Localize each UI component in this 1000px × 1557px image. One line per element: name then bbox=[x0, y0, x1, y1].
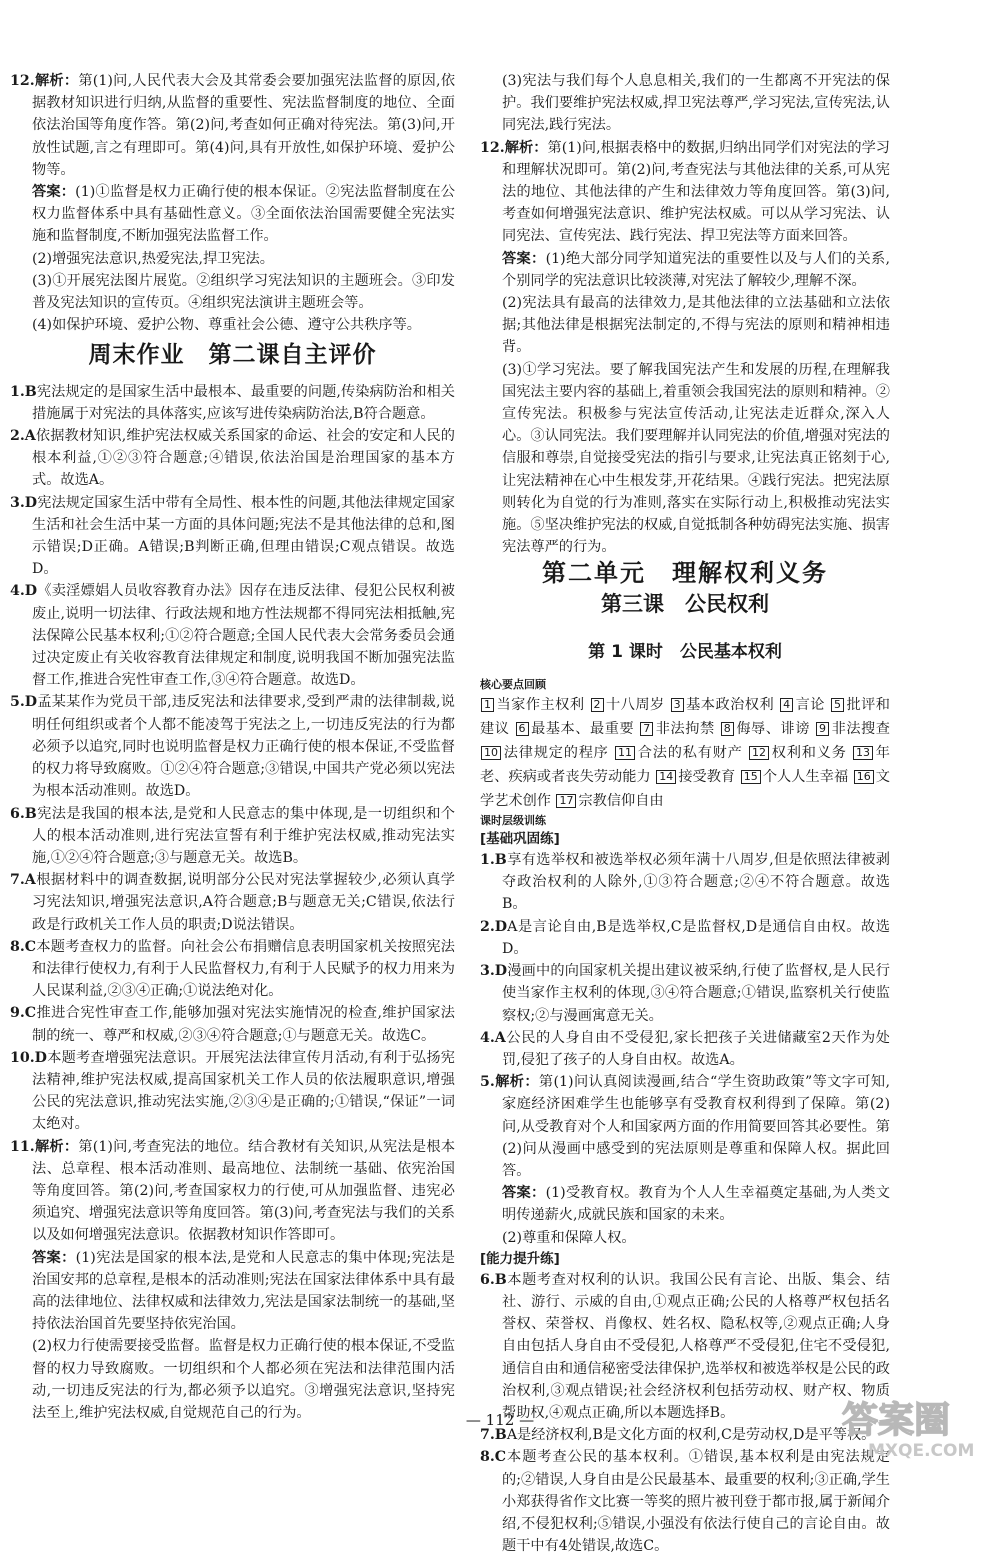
key-point-text: 十八周岁 bbox=[605, 697, 665, 714]
watermark-text: 答案圈 bbox=[842, 1400, 951, 1441]
answer-item-text: 本题考查增强宪法意识。开展宪法法律宣传月活动,有利于弘扬宪法精神,维护宪法权威,提高国家机关工作人员的依法履职意识,增强公民的宪法意识,推动宪法实施,②③④是正确的;①错误,“保证”一词太绝对。 bbox=[32, 1049, 455, 1133]
answer-item-text: (1)宪法是国家的根本法,是党和人民意志的集中体现;宪法是治国安邦的总章程,是根本的活动准则;宪法在国家法律体系中具有最高的法律地位、法律权威和法律效力,宪法是国家法制统一的基础,坚持依法治国首先要坚持依宪治国。 bbox=[32, 1249, 455, 1333]
answer-paragraph bbox=[480, 359, 890, 559]
key-point-number: 11 bbox=[615, 746, 635, 760]
key-point-number: 6 bbox=[516, 722, 529, 736]
key-point-number: 15 bbox=[741, 770, 761, 784]
answer-item bbox=[10, 580, 455, 691]
key-point-number: 10 bbox=[481, 746, 501, 760]
key-point bbox=[655, 769, 735, 785]
answer-item-label: 7.B bbox=[480, 1427, 507, 1444]
answer-item-text: (2)尊重和保障人权。 bbox=[502, 1229, 636, 1246]
key-point bbox=[639, 721, 714, 737]
answer-item-text: 根据材料中的调查数据,说明部分公民对宪法掌握较少,必须认真学习宪法知识,增强宪法意识,A符合题意;B与题意无关;C错误,依法行政是行政机关工作人员的职责;D说法错误。 bbox=[32, 872, 455, 933]
answer-item-text: (1)受教育权。教育为个人人生幸福奠定基础,为人类文明传递薪火,成就民族和国家的未来。 bbox=[502, 1185, 890, 1224]
answer-item bbox=[480, 1027, 890, 1071]
answer-item-text: 宪法规定的是国家生活中最根本、最重要的问题,传染病防治和相关措施属于对宪法的具体落实,应该写进传染病防治法,B符合题意。 bbox=[32, 383, 455, 422]
answer-item-text: 宪法是我国的根本法,是党和人民意志的集中体现,是一切组织和个人的根本活动准则,进行宪法宣誓有利于维护宪法权威,推动宪法实施,①②④符合题意;③与题意无关。故选B。 bbox=[32, 805, 455, 866]
key-point bbox=[748, 745, 847, 761]
answer-paragraph-text: (3)宪法与我们每个人息息相关,我们的一生都离不开宪法的保护。我们要维护宪法权威,捍卫宪法尊严,学习宪法,宣传宪法,认同宪法,践行宪法。 bbox=[502, 73, 890, 134]
answer-paragraph-text: (1)绝大部分同学知道宪法的重要性以及与人们的关系,个别同学的宪法意识比较淡薄,对宪法了解较少,理解不深。 bbox=[502, 250, 890, 289]
key-point bbox=[815, 721, 890, 737]
right-column bbox=[480, 70, 890, 1557]
core-points-label: 核心要点回顾 bbox=[480, 678, 546, 692]
answer-item bbox=[10, 936, 455, 1003]
answer-item-label: 6.B bbox=[10, 805, 37, 822]
answer-item-text: 本题考查公民的基本权利。①错误,基本权利是由宪法规定的;②错误,人身自由是公民最基本、最重要的权利;③正确,学生小郑获得省作文比赛一等奖的照片被刊登于都市报,属于新闻介绍,不侵犯权利;⑤错误,小强没有依法行使自己的言论自由。故题干中有4处错误,故选C。 bbox=[502, 1449, 890, 1555]
answer-paragraph-label: 答案： bbox=[32, 184, 76, 201]
key-point-text: 文学艺术创作 bbox=[480, 769, 890, 810]
key-point-text: 法律规定的程序 bbox=[503, 745, 609, 762]
answer-item-text: 公民的人身自由不受侵犯,家长把孩子关进储藏室2天作为处罚,侵犯了孩子的人身自由权。故选A。 bbox=[502, 1029, 890, 1068]
answer-item bbox=[480, 960, 890, 1027]
answer-paragraph bbox=[480, 248, 890, 292]
answer-item-text: 第(1)问认真阅读漫画,结合“学生资助政策”等文字可知,家庭经济困难学生也能够享有受教育权利得到了保障。第(2)问,从受教育对个人和国家两方面的作用简要回答其必要性。第(2)问从漫画中感受到的宪法原则是尊重和保障人权。据此回答。 bbox=[502, 1074, 891, 1179]
answer-item-text: 漫画中的向国家机关提出建议被采纳,行使了监督权,是人民行使当家作主权利的体现,③④符合题意;①错误,监察机关行使监察权;②与漫画寓意无关。 bbox=[502, 963, 890, 1024]
answer-item-label: 9.C bbox=[10, 1005, 37, 1022]
answer-item-label: 10.D bbox=[10, 1049, 47, 1066]
answer-item-label: 2.A bbox=[10, 428, 36, 445]
key-point-text: 当家作主权利 bbox=[496, 697, 585, 714]
answer-paragraph bbox=[480, 292, 890, 359]
answer-item-text: (2)权力行使需要接受监督。监督是权力正确行使的根本保证,不受监督的权力导致腐败。一切组织和个人都必须在宪法和法律范围内活动,一切违反宪法的行为,都必须予以追究。③增强宪法意识,坚持宪法至上,维护宪法权威,自觉规范自己的行为。 bbox=[32, 1338, 455, 1421]
answer-item-text: 本题考查权力的监督。向社会公布捐赠信息表明国家机关按照宪法和法律行使权力,有利于人民监督权力,有利于人民赋予的权力用来为人民谋利益,②③④正确;①说法绝对化。 bbox=[32, 938, 455, 1000]
key-point-number: 4 bbox=[780, 698, 793, 712]
key-point bbox=[740, 769, 848, 785]
answer-item bbox=[10, 425, 455, 492]
key-point-text: 接受教育 bbox=[678, 769, 736, 786]
key-point bbox=[515, 721, 635, 737]
key-point bbox=[779, 697, 825, 713]
answer-item-label: 11.解析： bbox=[10, 1138, 79, 1155]
answer-item-label: 2.D bbox=[480, 918, 508, 935]
key-point-number: 8 bbox=[721, 722, 734, 736]
key-point-number: 12 bbox=[749, 746, 769, 760]
watermark-logo bbox=[838, 1392, 998, 1460]
answer-item-text: 依据教材知识,维护宪法权威关系国家的命运、社会的安定和人民的根本利益,①②③符合题意;④错误,依法治国是治理国家的基本方式。故选A。 bbox=[32, 428, 455, 489]
answer-paragraph-text: (2)宪法具有最高的法律效力,是其他法律的立法基础和立法依据;其他法律是根据宪法制定的,不得与宪法的原则和精神相违背。 bbox=[502, 295, 890, 356]
answer-item-label: 4.A bbox=[480, 1029, 506, 1046]
answer-paragraph-text: (1)①监督是权力正确行使的根本保证。②宪法监督制度在公权力监督体系中具有基础性意义。③全面依法治国需要健全宪法实施和监督制度,不断加强宪法监督工作。 bbox=[32, 184, 455, 245]
key-point-number: 14 bbox=[656, 770, 676, 784]
answer-paragraph-text: (2)增强宪法意识,热爱宪法,捍卫宪法。 bbox=[32, 250, 274, 267]
answer-item-text: A是言论自由,B是选举权,C是监督权,D是通信自由权。故选D。 bbox=[502, 918, 890, 957]
answer-item bbox=[10, 869, 455, 936]
left-column bbox=[10, 70, 455, 1424]
key-point-text: 最基本、最重要 bbox=[530, 721, 635, 738]
answer-item-text: 孟某某作为党员干部,违反宪法和法律要求,受到严肃的法律制裁,说明任何组织或者个人都不能凌驾于宪法之上,一切违反宪法的行为都必须予以追究,同时也说明监督是权力正确行使的根本保证,不受监督的权力将导致腐败。①②④符合题意;③错误,中国共产党必须以宪法为根本活动准则。故选D。 bbox=[32, 694, 455, 800]
answer-item-label: 3.D bbox=[480, 963, 508, 980]
section-heading-weekend: 周末作业 第二课自主评价 bbox=[88, 342, 377, 369]
answer-item-label: 5.D bbox=[10, 694, 38, 711]
key-point-text: 权利和义务 bbox=[770, 745, 847, 762]
answer-item-text: 第(1)问,考查宪法的地位。结合教材有关知识,从宪法是根本法、总章程、根本活动准则、最高地位、法制统一基础、依宪治国等角度回答。第(2)问,考查国家权力的行使,可从加强监督、违宪必须追究、增强宪法意识等角度回答。第(3)问,考查宪法与我们的关系以及如何增强宪法意识。依据教材知识作答即可。 bbox=[32, 1138, 456, 1244]
answer-item-label: 1.B bbox=[480, 852, 507, 869]
lesson-heading: 第三课 公民权利 bbox=[601, 591, 769, 616]
answer-paragraph bbox=[10, 181, 455, 248]
key-point bbox=[480, 697, 585, 713]
key-point-number: 13 bbox=[853, 746, 873, 760]
answer-paragraph-label: 12.解析： bbox=[480, 139, 548, 156]
answer-item-text: A是经济权利,B是文化方面的权利,C是劳动权,D是平等权。 bbox=[506, 1427, 876, 1444]
answer-paragraph bbox=[10, 270, 455, 314]
answer-paragraph bbox=[480, 137, 890, 248]
key-point-text: 侮辱、诽谤 bbox=[735, 721, 810, 738]
advanced-practice-label: [能力提升练] bbox=[480, 1250, 560, 1267]
key-point-text: 非法搜查 bbox=[831, 721, 890, 738]
answer-item-text: 本题考查对权利的认识。我国公民有言论、出版、集会、结社、游行、示威的自由,①观点正确;公民的人格尊严权包括名誉权、荣誉权、肖像权、姓名权、隐私权等,②观点正确;人身自由包括人身自由不受侵犯,人格尊严不受侵犯,住宅不受侵犯,通信自由和通信秘密受法律保护,选举权和被选举权是公民的政治权利,③观点错误;社会经济权利包括劳动权、财产权、物质帮助权,④观点正确,所以本题选择B。 bbox=[502, 1271, 890, 1421]
key-point bbox=[555, 793, 663, 809]
key-point-number: 9 bbox=[816, 722, 829, 736]
answer-item-label: 答案： bbox=[32, 1249, 76, 1266]
key-point-number: 3 bbox=[671, 698, 684, 712]
answer-paragraph-label: 12.解析： bbox=[10, 73, 79, 89]
key-point bbox=[720, 721, 810, 737]
period-heading: 第 1 课时 公民基本权利 bbox=[588, 641, 782, 662]
key-point-text: 非法拘禁 bbox=[655, 721, 715, 738]
key-point-number: 7 bbox=[640, 722, 653, 736]
answer-item-label: 7.A bbox=[10, 872, 36, 889]
answer-paragraph bbox=[10, 70, 455, 181]
key-point-text: 个人人生幸福 bbox=[762, 769, 849, 786]
answer-item bbox=[10, 381, 455, 425]
answer-item-label: 3.D bbox=[10, 494, 38, 511]
page-number: — 112 — bbox=[465, 1411, 535, 1429]
answer-item-text: 享有选举权和被选举权必须年满十八周岁,但是依照法律被剥夺政治权利的人除外,①③符合题意;②④不符合题意。故选B。 bbox=[502, 852, 890, 913]
key-points-list bbox=[480, 693, 890, 813]
key-point-number: 5 bbox=[831, 698, 844, 712]
answer-item bbox=[480, 916, 890, 960]
answer-item bbox=[10, 1047, 455, 1136]
key-point-text: 宗教信仰自由 bbox=[578, 793, 664, 810]
key-point-text: 基本政治权利 bbox=[685, 697, 775, 714]
unit-heading: 第二单元 理解权利义务 bbox=[542, 559, 828, 588]
answer-paragraph-text: (4)如保护环境、爱护公物、尊重社会公德、遵守公共秩序等。 bbox=[32, 317, 421, 334]
training-label: 课时层级训练 bbox=[480, 814, 546, 828]
basic-practice-label: [基础巩固练] bbox=[480, 831, 560, 848]
answer-item-text: 宪法规定国家生活中带有全局性、根本性的问题,其他法律规定国家生活和社会生活中某一方面的具体问题;宪法不是其他法律的总和,图示错误;D正确。A错误;B判断正确,但理由错误;C观点错误。故选D。 bbox=[32, 494, 455, 578]
answer-item bbox=[10, 803, 455, 870]
answer-item bbox=[480, 1071, 890, 1182]
answer-paragraph bbox=[480, 70, 890, 137]
key-point bbox=[590, 697, 665, 713]
answer-paragraph-text: 第(1)问,根据表格中的数据,归纳出同学们对宪法的学习和理解状况即可。第(2)问,考查宪法与其他法律的关系,可从宪法的地位、其他法律的产生和法律效力等角度回答。第(3)问,考查如何增强宪法意识、维护宪法权威。可以从学习宪法、认同宪法、宣传宪法、践行宪法、捍卫宪法等方面来回答。 bbox=[502, 139, 890, 245]
answer-item-label: 8.C bbox=[480, 1449, 507, 1466]
answer-paragraph bbox=[10, 248, 455, 270]
watermark-url: MXQE.COM bbox=[868, 1441, 975, 1460]
answer-paragraph-text: (3)①开展宪法图片展览。②组织学习宪法知识的主题班会。③印发普及宪法知识的宣传页。④组织宪法演讲主题班会等。 bbox=[32, 272, 455, 312]
answer-item bbox=[10, 1247, 455, 1336]
key-point bbox=[670, 697, 775, 713]
answer-item bbox=[480, 1446, 890, 1557]
key-point bbox=[480, 745, 609, 761]
key-point-number: 16 bbox=[854, 770, 874, 784]
answer-item bbox=[480, 849, 890, 916]
key-point-number: 17 bbox=[556, 794, 576, 808]
answer-item bbox=[10, 1002, 455, 1046]
answer-item-text: 《卖淫嫖娼人员收容教育办法》因存在违反法律、侵犯公民权利被废止,说明一切法律、行政法规和地方性法规都不得同宪法相抵触,宪法保障公民基本权利;①②符合题意;全国人民代表大会常务委员会通过决定废止有关收容教育法律规定和制度,说明我国不断加强宪法监督工作,推进合宪性审查工作,③④符合题意。故选D。 bbox=[32, 583, 455, 689]
answer-paragraph-text: (3)①学习宪法。要了解我国宪法产生和发展的历程,在理解我国宪法主要内容的基础上,着重领会我国宪法的原则和精神。②宣传宪法。积极参与宪法宣传活动,让宪法走近群众,深入人心。③认同宪法。我们要理解并认同宪法的价值,增强对宪法的信服和尊崇,自觉接受宪法的指引与要求,让宪法真正铭刻于心,让宪法精神在心中生根发芽,开花结果。④践行宪法。把宪法原则转化为自觉的行为准则,落实在实际行动上,积极推动宪法实施。⑤坚决维护宪法的权威,自觉抵制各种妨碍宪法实施、损害宪法尊严的行为。 bbox=[502, 361, 890, 556]
answer-item-label: 1.B bbox=[10, 383, 37, 400]
answer-item-text: 推进合宪性审查工作,能够加强对宪法实施情况的检查,维护国家法制的统一、尊严和权威,②③④符合题意;①与题意无关。故选C。 bbox=[32, 1005, 455, 1044]
answer-item bbox=[10, 691, 455, 802]
answer-paragraph-label: 答案： bbox=[502, 250, 546, 267]
key-point bbox=[614, 745, 743, 761]
key-point-number: 2 bbox=[591, 698, 604, 712]
answer-item bbox=[10, 1136, 455, 1247]
answer-item-label: 4.D bbox=[10, 583, 38, 600]
answer-item-label: 6.B bbox=[480, 1271, 507, 1288]
answer-item-label: 5.解析： bbox=[480, 1074, 539, 1091]
answer-item-label: 答案： bbox=[502, 1185, 546, 1202]
answer-item bbox=[480, 1227, 890, 1249]
key-point-text: 合法的私有财产 bbox=[636, 745, 743, 762]
answer-item-label: 8.C bbox=[10, 938, 37, 955]
key-point-number: 1 bbox=[481, 698, 494, 712]
key-point-text: 言论 bbox=[795, 697, 825, 714]
answer-paragraph-text: 第(1)问,人民代表大会及其常委会要加强宪法监督的原因,依据教材知识进行归纳,从监督的重要性、宪法监督制度的地位、全面依法治国等角度作答。第(2)问,考查如何正确对待宪法。第(3)问,开放性试题,言之有理即可。第(4)问,具有开放性,如保护环境、爱护公物等。 bbox=[32, 73, 456, 178]
answer-paragraph bbox=[10, 314, 455, 336]
key-point-text: 批评和建议 bbox=[480, 697, 890, 738]
answer-item bbox=[480, 1182, 890, 1226]
answer-item bbox=[10, 492, 455, 581]
answer-item bbox=[480, 1269, 890, 1424]
key-point-text: 年老、疾病或者丧失劳动能力 bbox=[480, 745, 890, 786]
